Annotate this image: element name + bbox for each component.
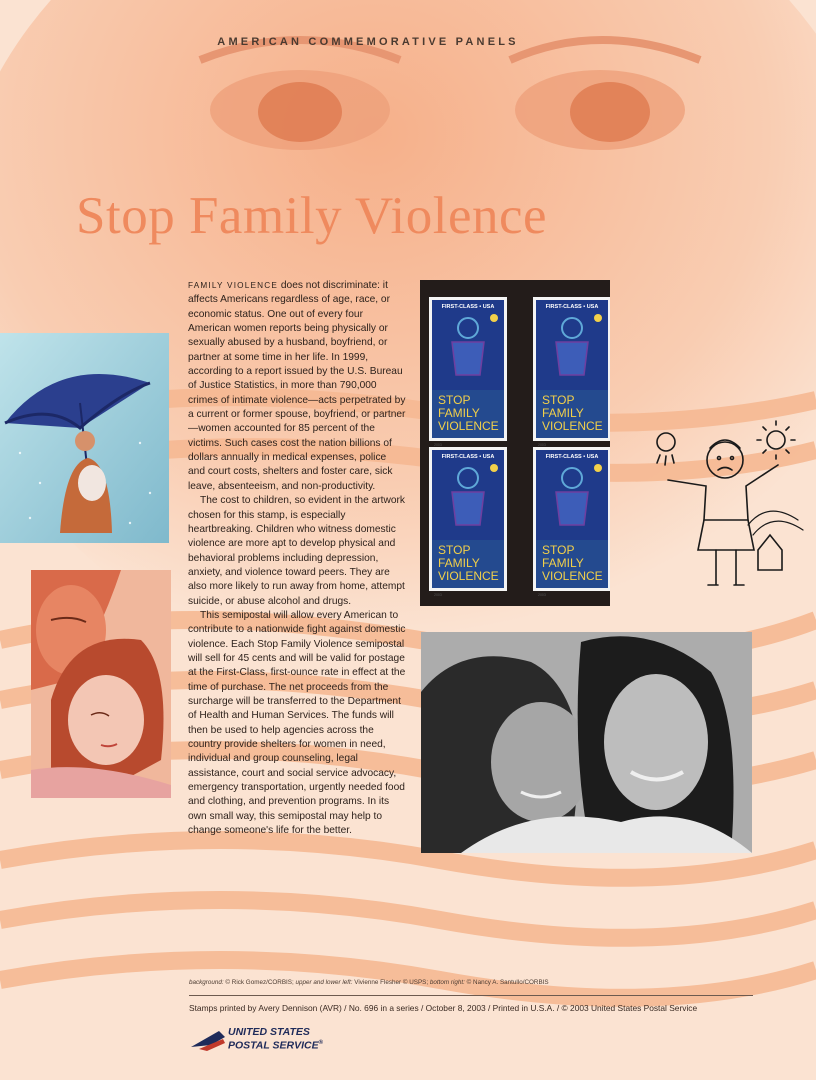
stamp-title-line: FAMILY	[542, 556, 584, 570]
paragraph-3: This semipostal will allow every American to contribute to a nationwide fight against domestic violence. Each Stop Family Violence semipostal will sell for 45 cents and will be valid for postage at the First-Class, first-ounce rate in effect at the time of purchase. The net proceeds from the surcharge will be transferred to the Department of Health and Human Services. The funds will then be used to help agencies across the country provide shelters for women in need, individual and group counseling, legal assistance, court and social service advocacy, emergency transportation, urgently needed food and clothing, and prevention programs. In its own small way, this semipostal may help to change someone's life for the better.	[188, 609, 406, 837]
credit-background: © Rick Gomez/CORBIS;	[223, 979, 296, 986]
stamp-sheet	[420, 280, 610, 606]
page-title: Stop Family Violence	[76, 187, 548, 245]
paragraph-1-text: does not discriminate: it affects Americans regardless of age, race, or economic status. One out of every four American women reports being physically or sexually abused by a husband, boyfriend, or partner at some time in her life. In 1999, according to a report issued by the U.S. Bureau of Justice Statistics, in more than 790,000 crimes of intimate violence—acts perpetrated by a current or former spouse, boyfriend, or partner—women accounted for 85 percent of the victims. Such cases cost the nation billions of dollars annually in medical expenses, police and court costs, shelters and foster care, sick leave, absenteeism, and non-productivity.	[188, 280, 406, 492]
credit-right-label: bottom right:	[429, 979, 465, 986]
printing-info: Stamps printed by Avery Dennison (AVR) / No. 696 in a series / October 8, 2003 / Printed in U.S.A. / © 2003 United States Postal Service	[189, 1003, 698, 1013]
stamp-sun	[490, 464, 498, 472]
stamp-year: 2003	[434, 593, 442, 597]
footer-divider	[189, 995, 753, 996]
stamp-title-line: FAMILY	[542, 406, 584, 420]
paragraph-1	[188, 279, 406, 494]
stamp-year: 2003	[538, 443, 546, 447]
stamp-title-line: VIOLENCE	[438, 419, 499, 433]
stamp	[533, 447, 610, 597]
stamp-denomination: FIRST-CLASS • USA	[441, 304, 495, 310]
stamp-year: 2003	[434, 443, 442, 447]
stamp-title-line: VIOLENCE	[438, 569, 499, 583]
stamp-title-line: VIOLENCE	[542, 419, 603, 433]
stamp-year: 2003	[538, 593, 546, 597]
lead-in: FAMILY VIOLENCE	[188, 281, 279, 290]
photo-credits	[189, 979, 749, 986]
stamp-title-line: STOP	[542, 543, 575, 557]
paragraph-2: The cost to children, so evident in the artwork chosen for this stamp, is especially heartbreaking. Children who witness domestic violence are more apt to develop physical and behavioral problems including depression, anxiety, and violence toward peers. They are also more likely to run away from home, attempt suicide, or abuse alcohol and drugs.	[188, 495, 405, 607]
series-title: AMERICAN COMMEMORATIVE PANELS	[217, 36, 519, 48]
stamp-title-line: STOP	[542, 393, 575, 407]
umbrella-illustration	[0, 333, 169, 543]
mother-daughter-photo	[421, 632, 752, 853]
stamp	[429, 447, 507, 597]
stamp	[533, 297, 610, 447]
stamp-figure-body	[556, 492, 588, 525]
usps-line-1: UNITED STATES	[228, 1026, 310, 1038]
stamp	[429, 297, 507, 447]
credit-left-label: upper and lower left:	[295, 979, 353, 986]
stamp-block	[420, 280, 610, 606]
usps-wordmark	[228, 1027, 348, 1052]
stamp-denomination: FIRST-CLASS • USA	[545, 304, 599, 310]
stamp-denomination: FIRST-CLASS • USA	[545, 454, 599, 460]
stamp-title-line: FAMILY	[438, 406, 480, 420]
stamp-title-line: STOP	[438, 543, 471, 557]
stamp-title-line: FAMILY	[438, 556, 480, 570]
stamp-title-line: STOP	[438, 393, 471, 407]
stamp-denomination: FIRST-CLASS • USA	[441, 454, 495, 460]
stamp-figure-body	[452, 492, 484, 525]
stamp-sun	[594, 464, 602, 472]
child-drawing-illustration	[648, 420, 808, 605]
stamp-title-line: VIOLENCE	[542, 569, 603, 583]
stamp-sun	[594, 314, 602, 322]
stamp-figure-body	[452, 342, 484, 375]
credit-right: © Nancy A. Santullo/CORBIS	[464, 979, 549, 986]
usps-line-2: POSTAL SERVICE®	[228, 1039, 324, 1052]
stamp-sun	[490, 314, 498, 322]
article-body	[188, 279, 406, 838]
credit-left: Vivienne Flesher © USPS;	[352, 979, 430, 986]
trademark-symbol: ®	[318, 1040, 324, 1046]
mother-child-illustration	[31, 570, 171, 798]
credit-background-label: background:	[189, 979, 224, 986]
stamp-figure-body	[556, 342, 588, 375]
